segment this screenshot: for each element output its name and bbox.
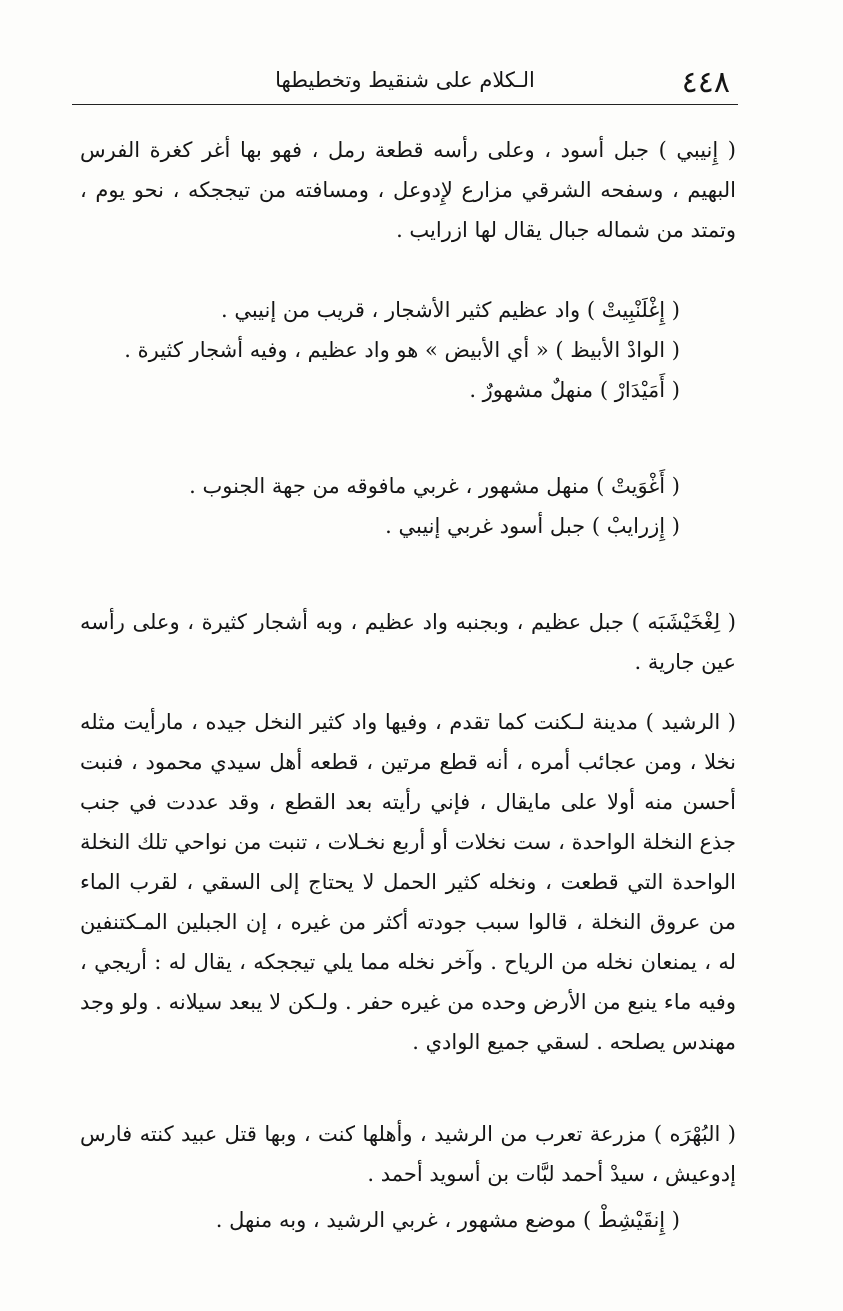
entry-buhrah: ( البُهْرَه ) مزرعة تعرب من الرشيد ، وأهلها كنت ، وبها قتل عبيد كنته فارس إدوعيش ، سيدْ أحمد لبَّات بن أسويد أحمد . <box>80 1122 737 1186</box>
entry-ighlanbit: ( إِغْلَنْبِيتْ ) واد عظيم كثير الأشجار ، قريب من إنيبي . <box>220 298 680 322</box>
header-rule <box>72 104 738 105</box>
entry-izrayib: ( إِزرايبْ ) جبل أسود غربي إنيبي . <box>385 514 680 538</box>
page-header <box>72 60 738 104</box>
entry-amidaz: ( أَمَيْدَارْ ) منهلٌ مشهورٌ . <box>469 378 680 402</box>
entry-ighkhaishabah: ( لِغْخَيْشَبَه ) جبل عظيم ، وبجنبه واد عظيم ، وبه أشجار كثيرة ، وعلى رأسه عين جارية . <box>80 610 736 674</box>
entry-wad-abyad: ( الوادْ الأبيظ ) « أي الأبيض » هو واد عظيم ، وفيه أشجار كثيرة . <box>124 338 680 362</box>
entry-rashid: ( الرشيد ) مدينة لـكنت كما تقدم ، وفيها واد كثير النخل جيده ، مارأيت مثله نخلا ، ومن عجائب أمره ، أنه قطع مرتين ، قطعه أهل سيدي محمود ، فنبت أحسن منه أولا على مايقال ، فإني رأيته بعد القطع ، وقد عددت في جنب جذع النخلة الواحدة ، ست نخلات أو أربع نخـلات ، تنبت من نواحي تلك النخلة الواحدة التي قطعت ، ونخله كثير الحمل لا يحتاج إلى السقي ، لقرب الماء من عروق النخلة ، قالوا سبب جودته أكثر من غيره ، إن الجبلين المـكتنفين له ، يمنعان نخله من الرياح . وآخر نخله مما يلي تيججكه ، يقال له : أريجي ، وفيه ماء ينبع من الأرض وحده من غيره حفر . ولـكن لا يبعد سيلانه . ولو وجد مهندس يصلحه . لسقي جميع الوادي . <box>80 710 736 1054</box>
running-title: الـكلام على شنقيط وتخطيطها <box>275 68 535 92</box>
page-number: ٤٤٨ <box>681 64 730 100</box>
entry-aghweyt: ( أَغْوَيتْ ) منهل مشهور ، غربي مافوقه من جهة الجنوب . <box>189 474 680 498</box>
entry-inqishit: ( إِنقَيْشِطْ ) موضع مشهور ، غربي الرشيد ، وبه منهل . <box>215 1208 680 1232</box>
entry-anibi: ( إِنيبي ) جبل أسود ، وعلى رأسه قطعة رمل ، فهو بها أغر كغرة الفرس البهيم ، وسفحه الشرقي مزارع لإِدوعل ، ومسافته من تيججكه ، نحو يوم ، وتمتد من شماله جبال يقال لها ازرايب . <box>80 138 736 242</box>
body-text <box>80 130 736 1240</box>
